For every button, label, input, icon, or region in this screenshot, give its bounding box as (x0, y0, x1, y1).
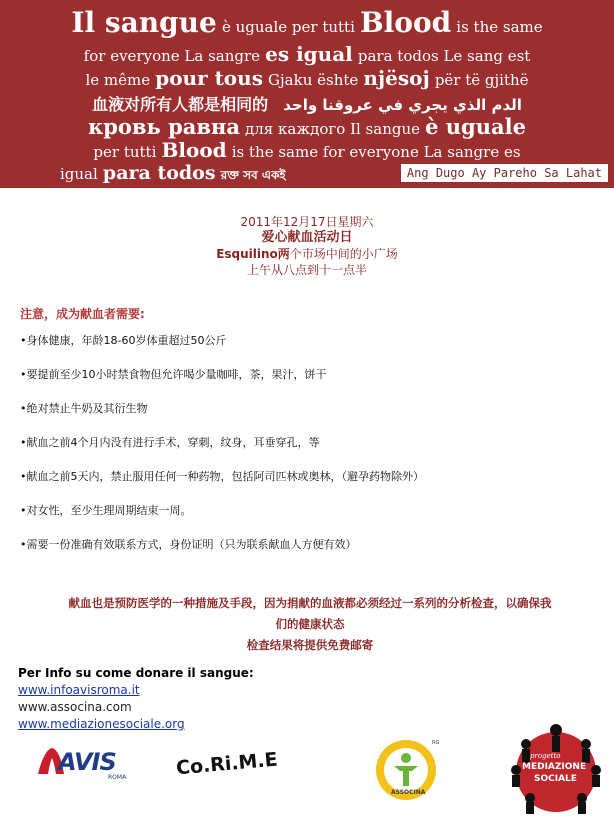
event-info (0, 214, 614, 278)
prevention-line: 们的健康状态 (275, 617, 345, 631)
list-item: •需要一份准确有效联系方式，身份证明（只为联系献血人方便有效） (20, 538, 357, 551)
banner-text: для каждого Il sangue (245, 120, 420, 138)
banner-text: igual (60, 165, 98, 183)
banner-text: para todos (102, 162, 216, 184)
banner-text: è uguale (425, 114, 526, 139)
requirements-list (20, 334, 600, 572)
banner-text: for everyone La sangre (83, 47, 261, 65)
mediazione-sociale-logo (508, 722, 604, 816)
event-place (0, 246, 614, 262)
banner-text: 血液对所有人都是相同的 (92, 95, 269, 114)
event-place-bold: Esquilino两 (216, 247, 290, 261)
banner-text: الدم الذي يجري في عروقنا واحد (283, 96, 522, 114)
banner-text: is the same (456, 18, 543, 36)
list-item: •献血之前5天内，禁止服用任何一种药物，包括阿司匹林或奥林，（避孕药物除外） (20, 470, 424, 483)
mediazione-top: progetto (530, 752, 561, 760)
list-item: •身体健康，年龄18-60岁体重超过50公斤 (20, 334, 227, 347)
info-block (18, 665, 254, 733)
mediazione-word-2: SOCIALE (534, 774, 577, 784)
header-banner (0, 0, 614, 188)
banner-text: es igual (265, 42, 353, 66)
banner-line-5 (0, 114, 614, 139)
banner-text: রক্ত সব একই (220, 168, 286, 182)
banner-text: кровь равна (88, 114, 240, 139)
banner-text: Il sangue (71, 6, 217, 39)
associna-link-text: www.associna.com (18, 700, 132, 714)
banner-text: le même (85, 71, 151, 89)
banner-text: pour tous (155, 66, 263, 90)
banner-line-4 (0, 92, 614, 115)
corime-logo (175, 748, 306, 793)
corime-wordmark: Co.Ri.M.E (175, 748, 279, 780)
avis-sub: ROMA (108, 774, 127, 781)
banner-text: è uguale per tutti (221, 18, 355, 36)
prevention-line: 献血也是预防医学的一种措施及手段，因为捐献的血液都必须经过一系列的分析检查，以确保我 (68, 596, 552, 610)
banner-text: njësoj (363, 66, 430, 90)
banner-text: Gjaku ështe (268, 71, 359, 89)
list-item: •献血之前4个月内没有进行手术，穿刺，纹身，耳垂穿孔，等 (20, 436, 320, 449)
list-item: •绝对禁止牛奶及其衍生物 (20, 402, 148, 415)
associna-logo (372, 738, 442, 806)
list-item: •对女性，至少生理周期结束一周。 (20, 504, 192, 517)
avis-wordmark: AVIS (58, 748, 116, 776)
banner-line-1 (0, 6, 614, 39)
event-place-rest: 个市场中间的小广场 (289, 247, 398, 261)
banner-text: Blood (359, 6, 452, 39)
list-item: •要提前至少10小时禁食物但允许喝少量咖啡，茶，果汁，饼干 (20, 368, 327, 381)
banner-text: per tutti (93, 143, 157, 161)
banner-text: për të gjithë (434, 71, 529, 89)
requirements-heading: 注意，成为献血者需要: (20, 307, 145, 321)
mediazione-link[interactable]: www.mediazionesociale.org (18, 717, 185, 731)
info-title: Per Info su come donare il sangue: (18, 666, 254, 680)
tagalog-label: Ang Dugo Ay Pareho Sa Lahat (401, 164, 608, 182)
prevention-line: 检查结果将提供免费邮寄 (246, 638, 374, 652)
banner-line-2 (0, 42, 614, 66)
banner-line-3 (0, 66, 614, 90)
avis-logo (36, 744, 136, 780)
event-time: 上午从八点到十一点半 (246, 263, 367, 277)
event-title: 爱心献血活动日 (261, 230, 353, 245)
banner-line-6 (0, 138, 614, 162)
event-date: 2011年12月17日星期六 (240, 215, 374, 229)
banner-text: Blood (161, 138, 227, 162)
banner-text: para todos Le sang est (357, 47, 531, 65)
associna-wordmark: ASSOCINA (391, 789, 426, 796)
associna-mark-text: RG (432, 740, 440, 746)
avis-link[interactable]: www.infoavisroma.it (18, 683, 140, 697)
prevention-note (20, 593, 600, 656)
banner-text: is the same for everyone La sangre es (231, 143, 521, 161)
mediazione-word-1: MEDIAZIONE (522, 762, 587, 772)
